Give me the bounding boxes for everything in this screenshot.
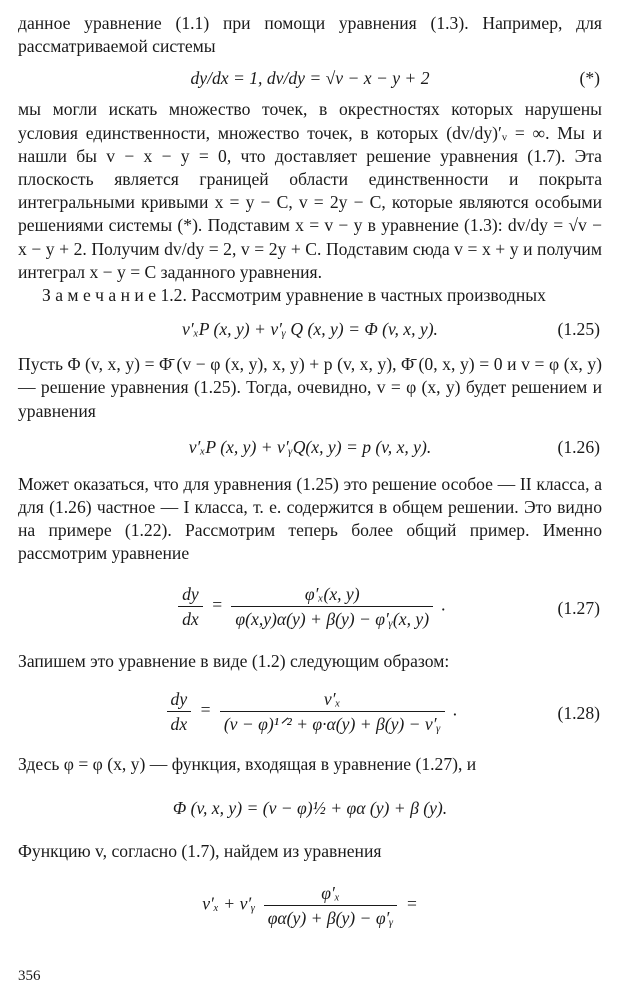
equation-body: v′ₓP (x, y) + v′ᵧQ(x, y) = p (v, x, y). bbox=[188, 436, 432, 457]
paragraph: данное уравнение (1.1) при помощи уравнения (1.3). Например, для рассматриваемой системы bbox=[18, 13, 602, 57]
fraction-equation bbox=[18, 582, 602, 634]
fraction-equation bbox=[18, 881, 602, 933]
equation-number: (1.25) bbox=[557, 319, 600, 340]
denominator: φα(y) + β(y) − φ′ᵧ bbox=[267, 908, 394, 929]
denominator: dx bbox=[170, 713, 188, 734]
denominator: (v − φ)¹ᐟ² + φ·α(y) + β(y) − v′ᵧ bbox=[223, 713, 441, 734]
paragraph: Пусть Φ (v, x, y) = Φ̄ (v − φ (x, y), x, y) + p (v, x, y), Φ̄ (0, x, y) = 0 и v = φ (x, y) — решение уравнения (1.25). Тогда, очевидно, v = φ (x, y) будет решением и уравнения bbox=[18, 354, 602, 421]
paragraph: Функцию v, согласно (1.7), найдем из уравнения bbox=[18, 841, 382, 862]
numerator: dy bbox=[178, 582, 203, 607]
equation bbox=[18, 435, 602, 459]
equation-tail: . bbox=[453, 699, 458, 720]
equation-lead: v′ₓ + v′ᵧ bbox=[202, 893, 256, 914]
equation-number: (1.27) bbox=[557, 597, 600, 618]
fraction-equation bbox=[18, 687, 602, 739]
equation bbox=[18, 66, 602, 90]
equation-number: (1.26) bbox=[557, 436, 600, 457]
paragraph: Запишем это уравнение в виде (1.2) следующим образом: bbox=[18, 650, 450, 671]
equation bbox=[18, 317, 602, 341]
equation-tail: = bbox=[405, 893, 418, 914]
equation-tail: . bbox=[441, 594, 446, 615]
equation-body: dy/dx = 1, dv/dy = √v − x − y + 2 bbox=[190, 68, 430, 89]
denominator: φ(x,y)α(y) + β(y) − φ′ᵧ(x, y) bbox=[235, 608, 430, 629]
numerator: φ′ₓ bbox=[264, 881, 398, 906]
fraction bbox=[167, 687, 192, 736]
paragraph: мы могли искать множество точек, в окрестностях которых нарушены условия единственности, множество точек, в которых (dv/dy)′ᵥ = ∞. Мы и нашли бы v − x − y = 0, что доставляет решение уравнения (1.7). Эта плоскость является границей области единственности и покрыта интегральными кривыми x = y − C, v = 2y − C, которые являются особыми решениями системы (*). Подставим x = v − y в уравнение (1.3): dv/dy = √v − x − y + 2. Получим dv/dy = 2, v = 2y + C. Подставим сюда v = x + y и получим интеграл x − y = C заданного уравнения. bbox=[18, 99, 602, 282]
equation-body: v′ₓP (x, y) + v′ᵧ Q (x, y) = Φ (v, x, y). bbox=[182, 319, 438, 340]
page-number: 356 bbox=[18, 968, 41, 984]
fraction bbox=[231, 582, 433, 631]
equation bbox=[18, 796, 602, 820]
paragraph: Может оказаться, что для уравнения (1.25) это решение особое — II класса, а для (1.26) частное — I класса, т. е. содержится в общем решении. Это видно на примере (1.22). Рассмотрим теперь более общий пример. Именно рассмотрим уравнение bbox=[18, 473, 602, 564]
equals-sign: = bbox=[211, 594, 224, 615]
numerator: v′ₓ bbox=[220, 687, 445, 712]
equation-body: Φ (v, x, y) = (v − φ)½ + φα (y) + β (y). bbox=[172, 798, 448, 819]
denominator: dx bbox=[182, 608, 199, 629]
paragraph: Здесь φ = φ (x, y) — функция, входящая в уравнение (1.27), и bbox=[18, 753, 477, 774]
numerator: dy bbox=[167, 687, 192, 712]
fraction bbox=[264, 881, 398, 930]
equals-sign: = bbox=[199, 699, 212, 720]
fraction bbox=[178, 582, 203, 631]
equation-number: (*) bbox=[579, 68, 600, 89]
fraction bbox=[220, 687, 445, 736]
equation-number: (1.28) bbox=[557, 702, 600, 723]
numerator: φ′ₓ(x, y) bbox=[231, 582, 433, 607]
remark-heading: З а м е ч а н и е 1.2. Рассмотрим уравнение в частных производных bbox=[42, 285, 546, 306]
page-body bbox=[18, 8, 602, 933]
